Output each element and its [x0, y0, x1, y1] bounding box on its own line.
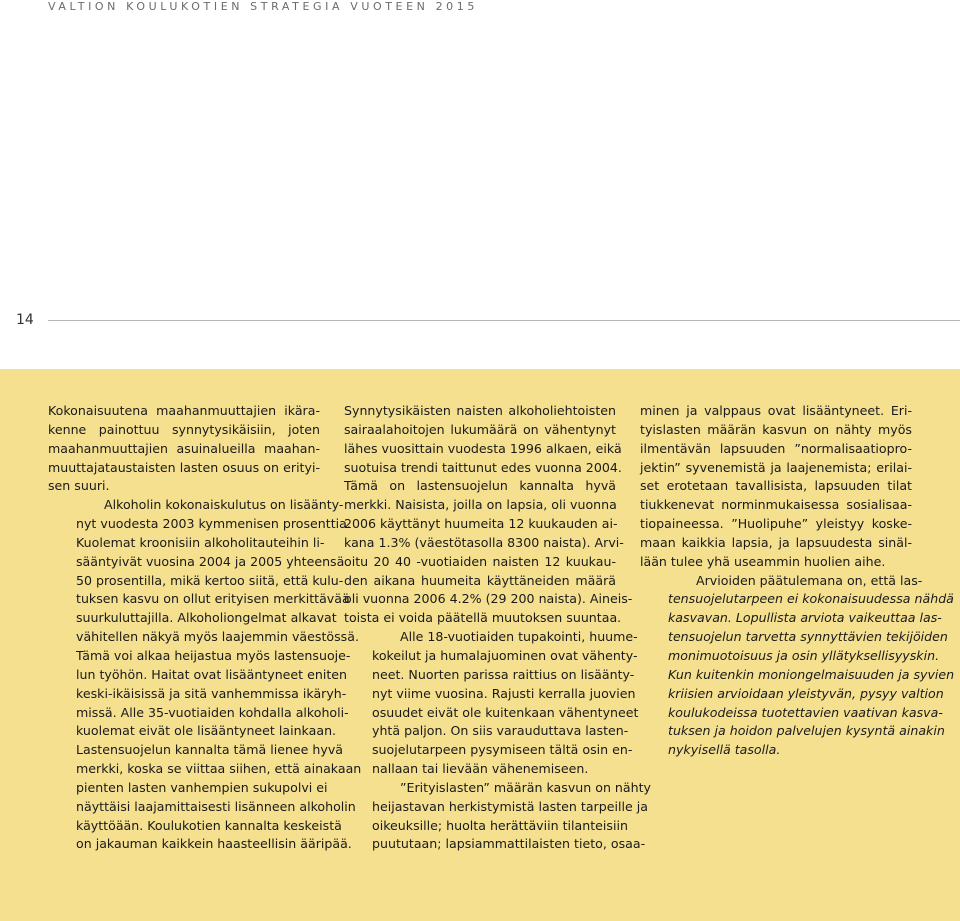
- line: ”Erityislasten” määrän kasvun on nähty: [400, 779, 652, 795]
- paragraph: [640, 572, 955, 760]
- line: nallaan tai lievään vähenemiseen.: [372, 761, 589, 777]
- line: missä. Alle 35-vuotiaiden kohdalla alkoholi-: [76, 704, 349, 720]
- line: kokeilut ja humalajuominen ovat vähenty-: [372, 647, 638, 663]
- line: käyttöään. Koulukotien kannalta keskeistä: [76, 817, 342, 833]
- line: kana 1.3% (väestötasolla 8300 naista). Arvi-: [344, 534, 624, 550]
- paragraph: [344, 628, 639, 779]
- paragraph: [48, 496, 362, 854]
- paragraph: [48, 402, 320, 496]
- text-column-3: [640, 402, 955, 760]
- line: 50 prosentilla, mikä kertoo siitä, että kulu-: [76, 572, 344, 588]
- line: suurkuluttajilla. Alkoholiongelmat alkavat: [76, 610, 337, 626]
- line: lään tulee yhä useammin huolien aihe.: [640, 553, 886, 569]
- text-column-2: [344, 402, 652, 854]
- text-column-1: [48, 402, 362, 854]
- line: 2006 käyttänyt huumeita 12 kuukauden ai-: [344, 516, 618, 532]
- line: toista ei voida päätellä muutoksen suuntaa.: [344, 610, 622, 626]
- line: vähitellen näkyä myös laajemmin väestössä.: [76, 629, 359, 645]
- line: den aikana huumeita käyttäneiden määrä: [344, 572, 616, 588]
- line: tyislasten määrän kasvun on nähty myös: [640, 421, 912, 437]
- line: sääntyivät vuosina 2004 ja 2005 yhteensä: [76, 553, 345, 569]
- line: Synnytysikäisten naisten alkoholiehtoisten: [344, 403, 616, 418]
- line: kriisien arvioidaan yleistyvän, pysyy valtion: [668, 685, 944, 701]
- line: nyt viime vuosina. Rajusti kerralla juovien: [372, 685, 636, 701]
- line: näyttäisi laajamittaisesti lisänneen alkoholin: [76, 798, 356, 814]
- line: jektin” syvenemistä ja laajenemista; erilai-: [640, 459, 912, 475]
- line: maahanmuuttajien asuinalueilla maahan-: [48, 440, 320, 456]
- line: Tämä voi alkaa heijastua myös lastensuoje-: [76, 647, 351, 663]
- line: lun työhön. Haitat ovat lisääntyneet eniten: [76, 666, 348, 682]
- paragraph: [344, 779, 652, 854]
- line: tiukkenevat norminmukaisessa sosialisaa-: [640, 497, 912, 513]
- line: ilmentävän lapsuuden ”normalisaatiopro-: [640, 440, 912, 456]
- line: merkki, koska se viittaa siihen, että ainakaan: [76, 761, 362, 777]
- line: tensuojelutarpeen ei kokonaisuudessa nähdä: [668, 591, 954, 607]
- line: puututaan; lapsiammattilaisten tieto, osaa-: [372, 836, 646, 852]
- line: yhtä paljon. On siis varauduttava lasten-: [372, 723, 629, 739]
- line: Kokonaisuutena maahanmuuttajien ikära-: [48, 403, 320, 418]
- line: tuksen kasvu on ollut erityisen merkittävää: [76, 591, 350, 607]
- paragraph: [344, 402, 633, 628]
- line: sen suuri.: [48, 478, 110, 494]
- line: oitu 20 40 -vuotiaiden naisten 12 kuukau-: [344, 553, 616, 569]
- line: osuudet eivät ole kuitenkaan vähentyneet: [372, 704, 639, 720]
- line: nyt vuodesta 2003 kymmenisen prosenttia.: [76, 516, 351, 532]
- line: kenne painottuu synnytysikäisiin, joten: [48, 421, 320, 437]
- line: Tämä on lastensuojelun kannalta hyvä: [344, 478, 616, 494]
- line: tuksen ja hoidon palvelujen kysyntä ainakin: [668, 723, 945, 739]
- line: Lastensuojelun kannalta tämä lienee hyvä: [76, 742, 344, 758]
- line: maan kaikkia lapsia, ja lapsuudesta sinäl-: [640, 534, 912, 550]
- line: sairaalahoitojen lukumäärä on vähentynyt: [344, 421, 616, 437]
- line: merkki. Naisista, joilla on lapsia, oli vuonna: [344, 497, 617, 513]
- line: tensuojelun tarvetta synnyttävien tekijöiden: [668, 629, 948, 645]
- line: Kun kuitenkin moniongelmaisuuden ja syvien: [668, 666, 955, 682]
- line: oli vuonna 2006 4.2% (29 200 naista). Aineis-: [344, 591, 633, 607]
- line: pienten lasten vanhempien sukupolvi ei: [76, 779, 328, 795]
- paragraph: [640, 402, 912, 572]
- line: oikeuksille; huolta herättäviin tilanteisiin: [372, 817, 628, 833]
- line: heijastavan herkistymistä lasten tarpeille ja: [372, 798, 648, 814]
- line: Arvioiden päätulemana on, että las-: [696, 572, 923, 588]
- line: kasvavan. Lopullista arviota vaikeuttaa las-: [668, 610, 942, 626]
- line: minen ja valppaus ovat lisääntyneet. Eri-: [640, 403, 912, 418]
- line: on jakauman kaikkein haasteellisin ääripää.: [76, 836, 352, 852]
- line: kuolemat eivät ole lisääntyneet lainkaan.: [76, 723, 337, 739]
- header-divider: [48, 320, 960, 321]
- line: monimuotoisuus ja osin yllätyksellisyyskin.: [668, 647, 940, 663]
- page-number: 14: [16, 312, 34, 328]
- line: lähes vuosittain vuodesta 1996 alkaen, eikä: [344, 440, 622, 456]
- line: neet. Nuorten parissa raittius on lisäänty-: [372, 666, 635, 682]
- line: nykyisellä tasolla.: [668, 742, 781, 758]
- line: koulukodeissa tuotettavien vaativan kasva-: [668, 704, 943, 720]
- line: suotuisa trendi taittunut edes vuonna 2004.: [344, 459, 622, 475]
- line: Alkoholin kokonaiskulutus on lisäänty-: [104, 497, 344, 513]
- line: muuttajataustaisten lasten osuus on erityi-: [48, 459, 320, 475]
- line: set erotetaan tavallisista, lapsuuden tilat: [640, 478, 912, 494]
- line: tiopaineessa. ”Huolipuhe” yleistyy koske-: [640, 516, 912, 532]
- line: Alle 18-vuotiaiden tupakointi, huume-: [400, 629, 638, 645]
- line: keski-ikäisissä ja sitä vanhemmissa ikäryh-: [76, 685, 347, 701]
- line: suojelutarpeen pysymiseen tältä osin en-: [372, 742, 633, 758]
- line: Kuolemat kroonisiin alkoholitauteihin li-: [76, 534, 325, 550]
- running-header: VALTION KOULUKOTIEN STRATEGIA VUOTEEN 2015: [48, 0, 478, 13]
